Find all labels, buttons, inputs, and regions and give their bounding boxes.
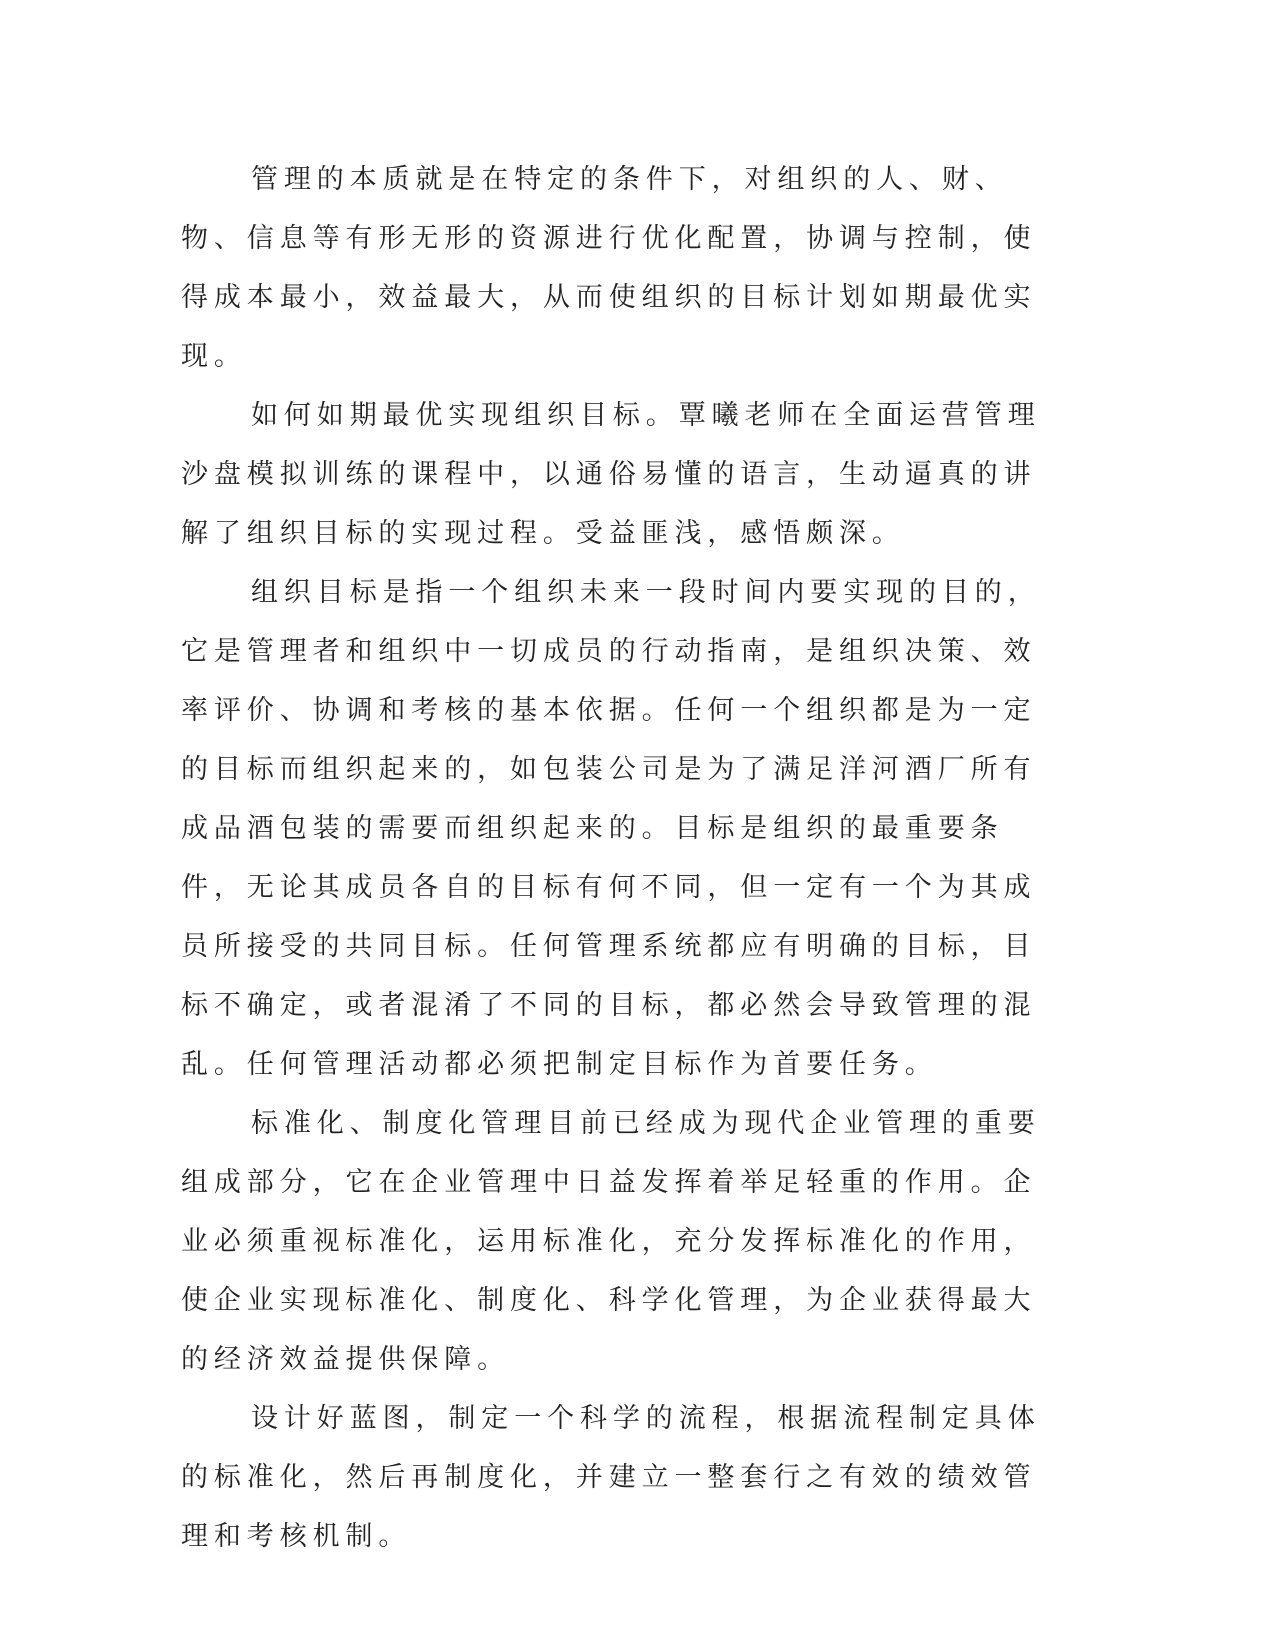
document-body [181,150,1041,1566]
paragraph-5: 设计好蓝图，制定一个科学的流程，根据流程制定具体的标准化，然后再制度化，并建立一整套行之有效的绩效管理和考核机制。 [181,1403,1041,1552]
paragraph-2: 如何如期最优实现组织目标。覃曦老师在全面运营管理沙盘模拟训练的课程中，以通俗易懂的语言，生动逼真的讲解了组织目标的实现过程。受益匪浅，感悟颇深。 [181,400,1041,549]
paragraph-1: 管理的本质就是在特定的条件下，对组织的人、财、物、信息等有形无形的资源进行优化配置，协调与控制，使得成本最小，效益最大，从而使组织的目标计划如期最优实现。 [181,164,1037,372]
paragraph-4: 标准化、制度化管理目前已经成为现代企业管理的重要组成部分，它在企业管理中日益发挥着举足轻重的作用。企业必须重视标准化，运用标准化，充分发挥标准化的作用，使企业实现标准化、制度化、科学化管理，为企业获得最大的经济效益提供保障。 [181,1108,1041,1375]
paragraph-3: 组织目标是指一个组织未来一段时间内要实现的目的，它是管理者和组织中一切成员的行动指南，是组织决策、效率评价、协调和考核的基本依据。任何一个组织都是为一定的目标而组织起来的，如包装公司是为了满足洋河酒厂所有成品酒包装的需要而组织起来的。目标是组织的最重要条件，无论其成员各自的目标有何不同，但一定有一个为其成员所接受的共同目标。任何管理系统都应有明确的目标，目标不确定，或者混淆了不同的目标，都必然会导致管理的混乱。任何管理活动都必须把制定目标作为首要任务。 [181,577,1041,1080]
